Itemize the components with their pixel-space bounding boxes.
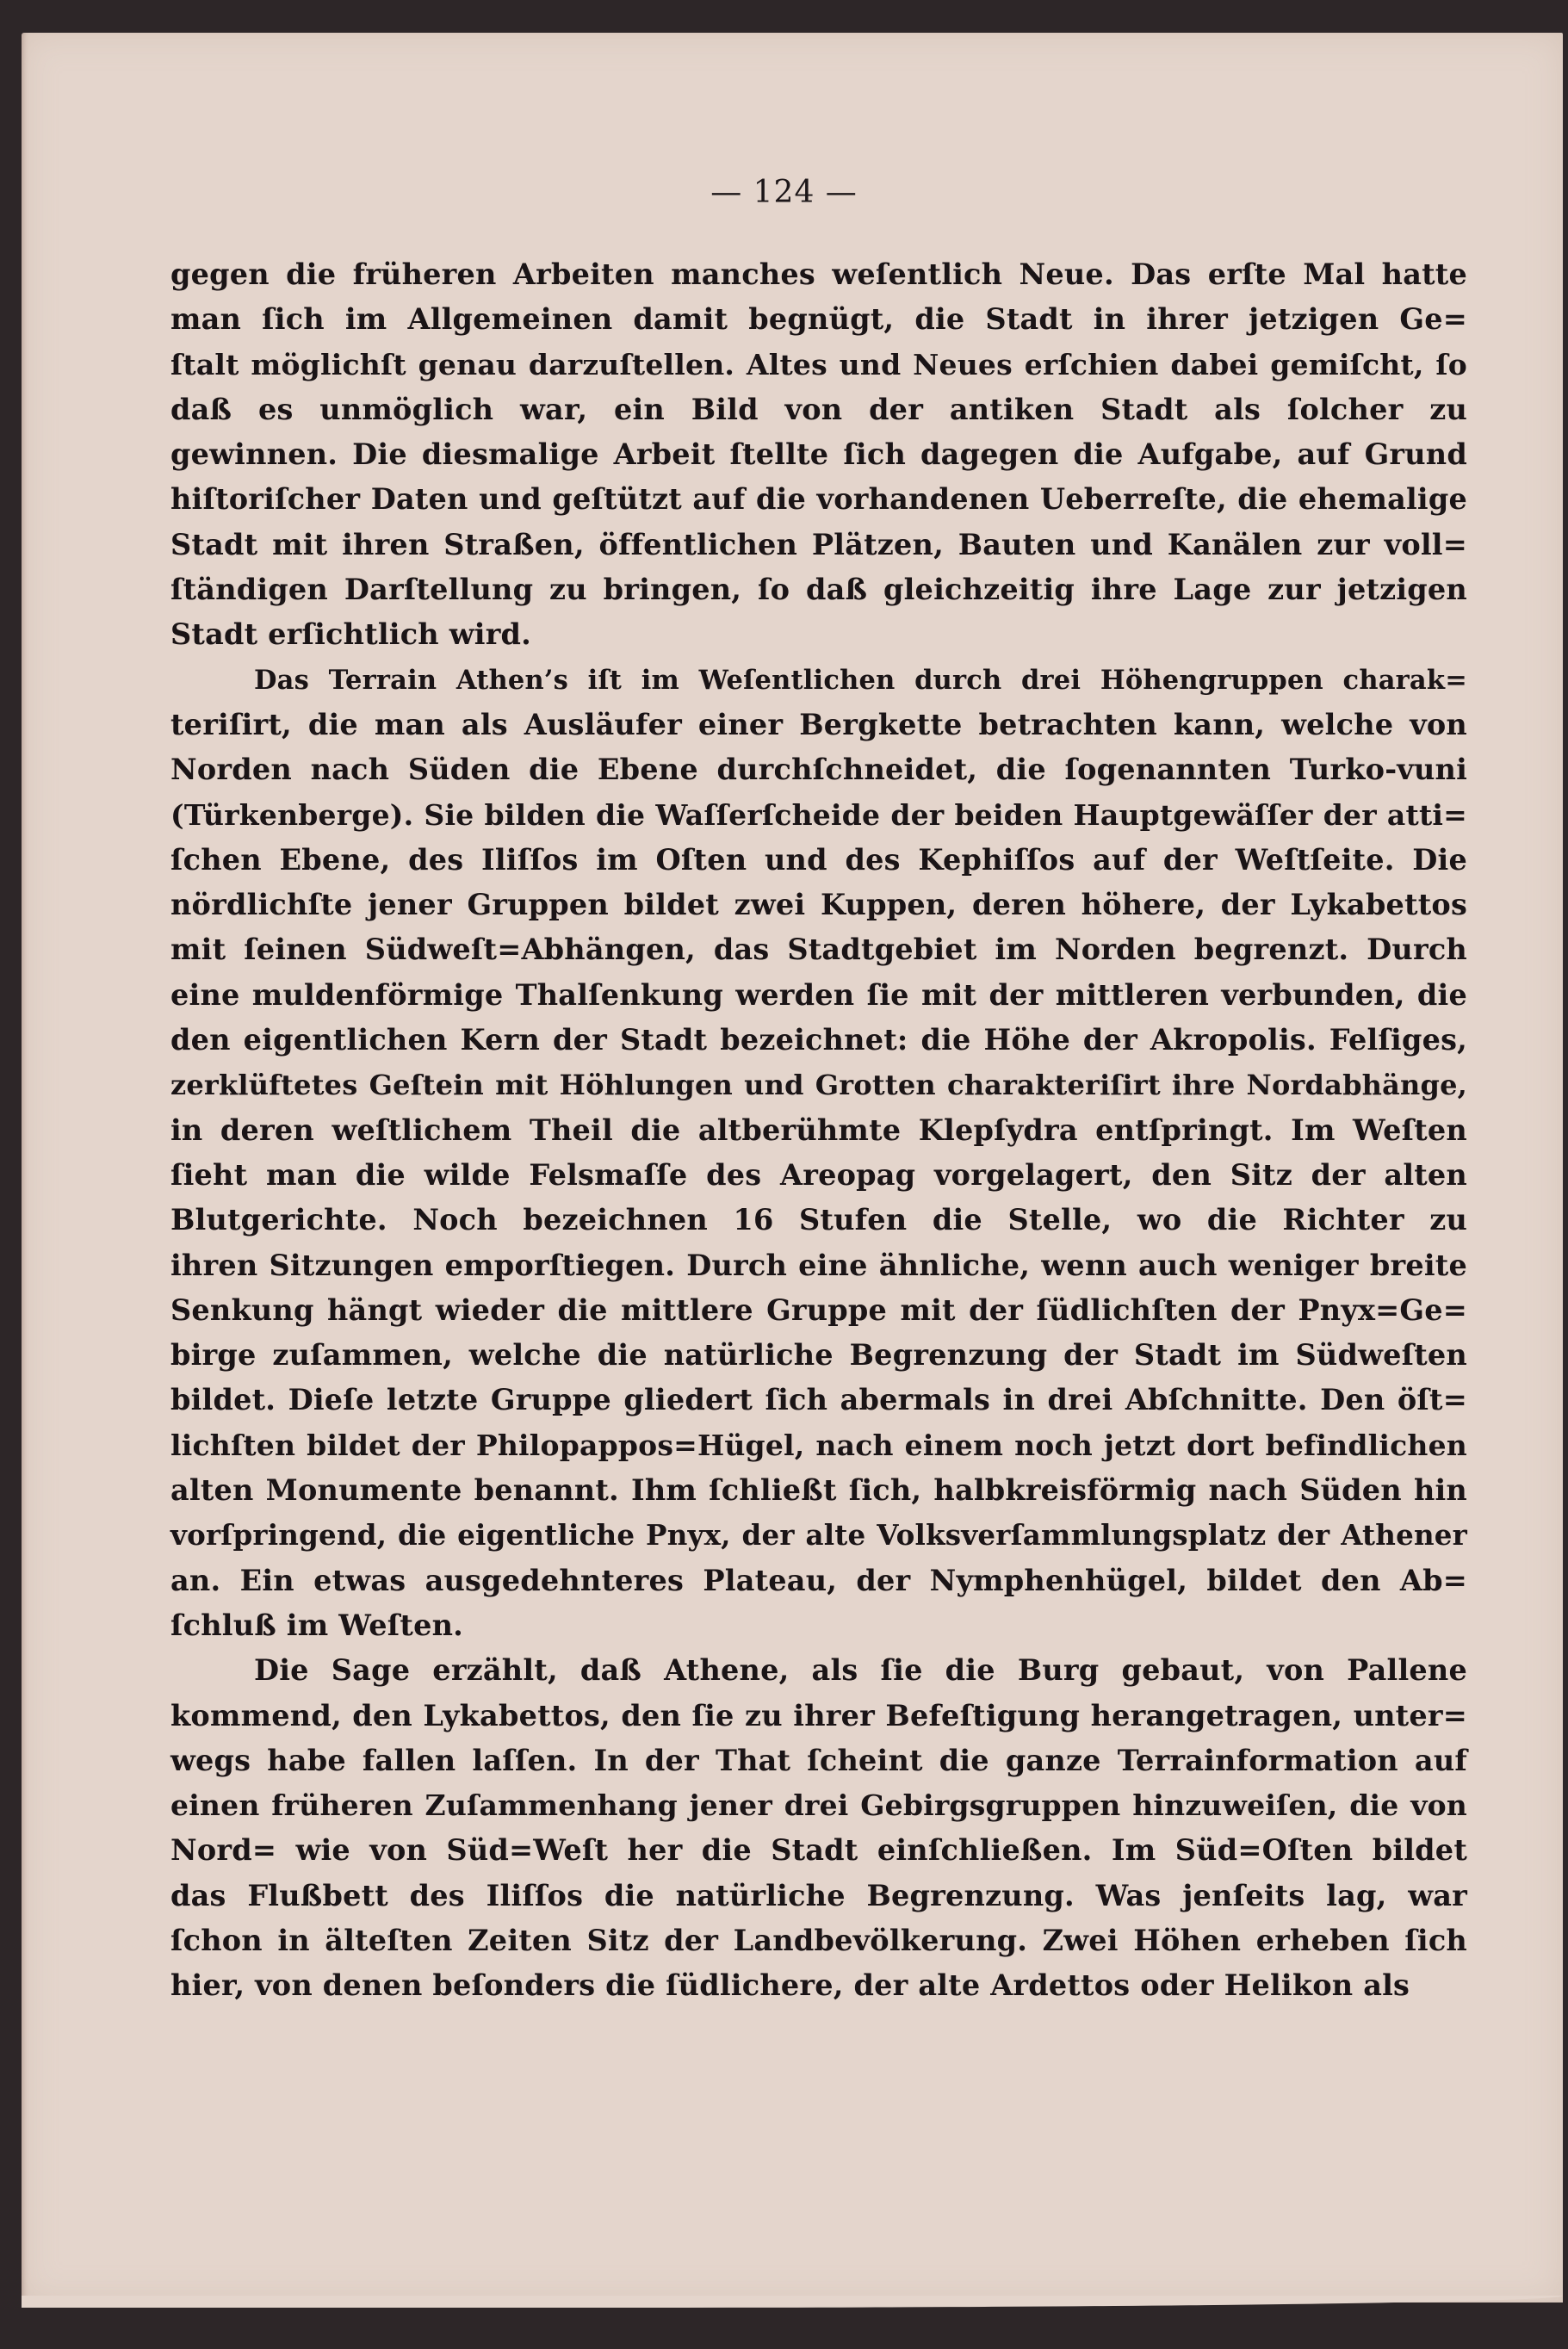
text-line: Blutgerichte. Noch bezeichnen 16 Stufen die Stelle, wo die Richter zu: [170, 1203, 1467, 1237]
text-line: nördlichſte jener Gruppen bildet zwei Kuppen, deren höhere, der Lykabettos: [170, 888, 1467, 922]
text-line: eine muldenförmige Thalſenkung werden ſie mit der mittleren verbunden, die: [170, 977, 1467, 1012]
text-line: man ſich im Allgemeinen damit begnügt, die Stadt in ihrer jetzigen Ge=: [170, 302, 1467, 337]
text-line: hiſtoriſcher Daten und geſtützt auf die vorhandenen Ueberreſte, die ehemalige: [170, 482, 1467, 517]
text-line: Nord= wie von Süd=Weſt her die Stadt einſchließen. Im Süd=Oſten bildet: [170, 1833, 1467, 1868]
paragraph: [170, 252, 1467, 658]
text-line: den eigentlichen Kern der Stadt bezeichnet: die Höhe der Akropolis. Felſiges,: [170, 1023, 1467, 1057]
text-line: ſchluß im Weſten.: [170, 1608, 464, 1642]
text-line: gegen die früheren Arbeiten manches weſentlich Neue. Das erſte Mal hatte: [170, 257, 1467, 291]
text-line: an. Ein etwas ausgedehnteres Plateau, der Nymphenhügel, bildet den Ab=: [170, 1563, 1467, 1597]
body-text: [170, 252, 1467, 2009]
text-line: zerklüftetes Geſtein mit Höhlungen und Grotten charakteriſirt ihre Nordabhänge,: [170, 1069, 1467, 1102]
text-line: Senkung hängt wieder die mittlere Gruppe mit der ſüdlichſten der Pnyx=Ge=: [170, 1292, 1467, 1327]
text-line: hier, von denen beſonders die ſüdlichere, der alte Ardettos oder Helikon als: [170, 1968, 1410, 2003]
text-line: lichſten bildet der Philopappos=Hügel, nach einem noch jetzt dort befindlichen: [170, 1428, 1467, 1462]
text-line: in deren weſtlichem Theil die altberühmte Klepſydra entſpringt. Im Weſten: [170, 1113, 1467, 1147]
text-line: alten Monumente benannt. Ihm ſchließt ſich, halbkreisförmig nach Süden hin: [170, 1473, 1467, 1508]
text-line: bildet. Dieſe letzte Gruppe gliedert ſich abermals in drei Abſchnitte. Den öſt=: [170, 1383, 1467, 1417]
text-line: einen früheren Zuſammenhang jener drei Gebirgsgruppen hinzuweiſen, die von: [170, 1788, 1467, 1823]
text-line: daß es unmöglich war, ein Bild von der antiken Stadt als ſolcher zu: [170, 392, 1467, 426]
text-line: birge zuſammen, welche die natürliche Begrenzung der Stadt im Südweſten: [170, 1338, 1467, 1373]
text-line: gewinnen. Die diesmalige Arbeit ſtellte ſich dagegen die Aufgabe, auf Grund: [170, 437, 1467, 472]
text-line: das Flußbett des Iliſſos die natürliche Begrenzung. Was jenſeits lag, war: [170, 1878, 1467, 1912]
text-line: vorſpringend, die eigentliche Pnyx, der alte Volksverſammlungsplatz der Athener: [170, 1518, 1467, 1553]
text-line: Das Terrain Athen’s iſt im Weſentlichen durch drei Höhengruppen charak=: [254, 664, 1467, 696]
text-line: Stadt erſichtlich wird.: [170, 617, 532, 652]
paragraph: [170, 658, 1467, 1649]
text-line: ſtändigen Darſtellung zu bringen, ſo daß gleichzeitig ihre Lage zur jetzigen: [170, 573, 1467, 607]
text-line: Die Sage erzählt, daß Athene, als ſie die Burg gebaut, von Pallene: [254, 1653, 1467, 1688]
text-line: ſchen Ebene, des Iliſſos im Oſten und des Kephiſſos auf der Weſtſeite. Die: [170, 842, 1467, 877]
text-line: ſieht man die wilde Felsmaſſe des Areopag vorgelagert, den Sitz der alten: [170, 1157, 1467, 1192]
text-line: wegs habe fallen laſſen. In der That ſcheint die ganze Terrainformation auf: [170, 1743, 1467, 1777]
text-line: teriſirt, die man als Ausläufer einer Bergkette betrachten kann, welche von: [170, 707, 1467, 741]
text-line: Norden nach Süden die Ebene durchſchneidet, die ſogenannten Turko-vuni: [170, 753, 1467, 787]
text-line: Stadt mit ihren Straßen, öffentlichen Plätzen, Bauten und Kanälen zur voll=: [170, 527, 1467, 561]
text-line: ſchon in älteſten Zeiten Sitz der Landbevölkerung. Zwei Höhen erheben ſich: [170, 1923, 1467, 1957]
text-line: ſtalt möglichſt genau darzuſtellen. Altes und Neues erſchien dabei gemiſcht, ſo: [170, 347, 1467, 381]
text-line: ihren Sitzungen emporſtiegen. Durch eine ähnliche, wenn auch weniger breite: [170, 1248, 1467, 1282]
text-line: kommend, den Lykabettos, den ſie zu ihrer Befeſtigung herangetragen, unter=: [170, 1698, 1467, 1732]
paragraph: [170, 1648, 1467, 2008]
text-line: mit ſeinen Südweſt=Abhängen, das Stadtgebiet im Norden begrenzt. Durch: [170, 933, 1467, 967]
page-number: — 124 —: [710, 175, 858, 210]
text-line: (Türkenberge). Sie bilden die Waſſerſcheide der beiden Hauptgewäſſer der atti=: [170, 797, 1467, 832]
